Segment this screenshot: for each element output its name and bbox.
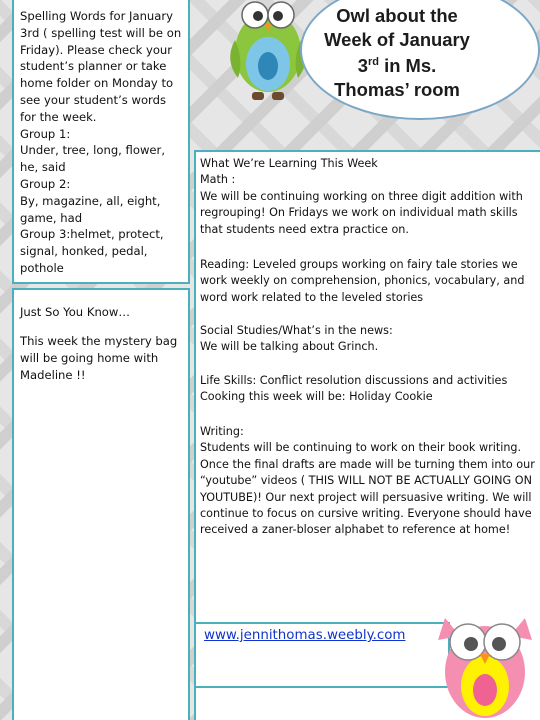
title-line-3: 3rd in Ms.	[357, 55, 437, 77]
title-line-2: Week of January	[324, 28, 470, 50]
green-owl-image	[222, 0, 312, 108]
website-link-box	[194, 622, 450, 688]
spelling-words-box	[12, 0, 190, 284]
newsletter-title	[304, 4, 490, 101]
just-so-you-know-box	[12, 288, 190, 720]
title-line-1: Owl about the	[336, 5, 458, 26]
just-so-body: This week the mystery bag will be going home with Madeline !!	[20, 334, 178, 382]
math-section: What We’re Learning This Week Math : We will be continuing working on three digit addition with regrouping! On Fridays we work on individual math skills that students need extra practice on.	[200, 157, 523, 236]
writing-section: Writing: Students will be continuing to work on their book writing. Once the final drafts are made will be turning them into our “youtube” videos ( THIS WILL NOT BE ACTUALLY GOING ON YOUTUBE)! Our next project will persuasive writing. We will continue to focus on cursive writing. Everyone should have received a zaner-bloser alphabet to reference at home!	[200, 425, 535, 537]
pink-owl-image	[430, 606, 540, 720]
spelling-text: Spelling Words for January 3rd ( spelling test will be on Friday). Please check your student’s planner or take home folder on Monday to see your student’s words for the week. Group 1: Under, tree, long, flower, he, said Group 2: By, magazine, all, eight, game, had Group 3:helmet, protect, signal, honked, pedal, pothole	[20, 9, 182, 275]
life-skills-section: Life Skills: Conflict resolution discussions and activities Cooking this week will be: Holiday Cookie	[200, 374, 508, 404]
title-line-4: Thomas’ room	[334, 78, 460, 100]
website-link[interactable]: www.jennithomas.weebly.com	[204, 628, 406, 643]
reading-section: Reading: Leveled groups working on fairy tale stories we work weekly on comprehension, phonics, vocabulary, and word work related to the leveled stories	[200, 258, 525, 304]
social-studies-section: Social Studies/What’s in the news: We will be talking about Grinch.	[200, 324, 393, 354]
just-so-title: Just So You Know…	[20, 305, 130, 319]
